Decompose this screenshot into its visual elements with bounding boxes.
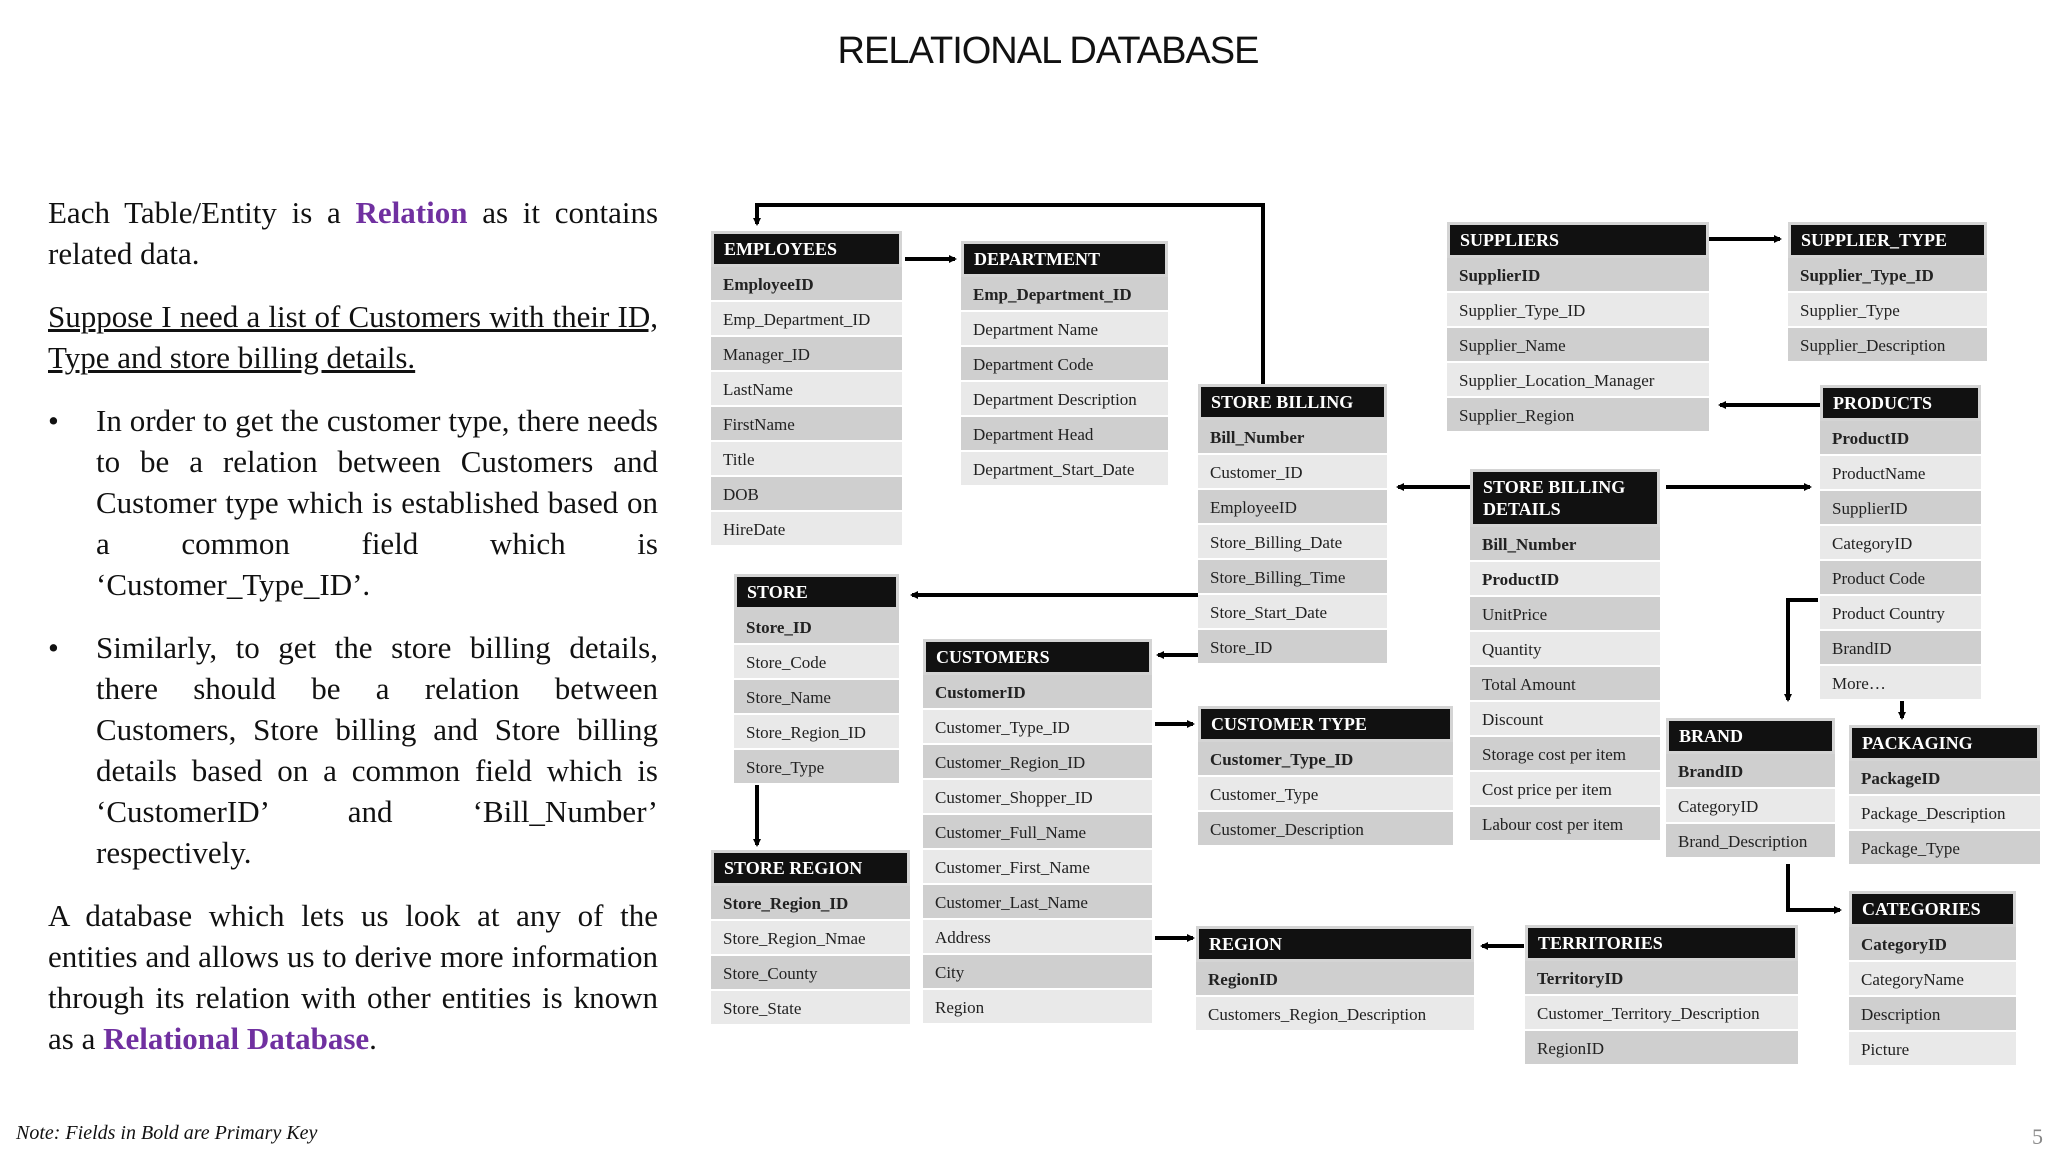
table-field: Customer_ID [1198, 455, 1387, 490]
table-header [1470, 469, 1660, 527]
table-field: Supplier_Name [1447, 328, 1709, 363]
table-field: Description [1849, 997, 2016, 1032]
primary-key-note: Note: Fields in Bold are Primary Key [16, 1122, 318, 1144]
table-field: Package_Type [1849, 831, 2040, 866]
table-field: Store_State [711, 991, 910, 1026]
table-field: Total Amount [1470, 667, 1660, 702]
table-field: Store_Name [734, 680, 899, 715]
table-field: Store_Billing_Time [1198, 560, 1387, 595]
bullet-text: Similarly, to get the store billing details, there should be a relation between Customers, Store billing and Store billing details based on a common field which is ‘CustomerID’ and ‘Bill_Number’ respectively. [96, 630, 658, 870]
table-field: Department Head [961, 417, 1168, 452]
table-field: Emp_Department_ID [961, 277, 1168, 312]
table-header: CATEGORIES [1849, 891, 2016, 927]
bullet-text: In order to get the customer type, there needs to be a relation between Customers and Customer type which is established based on a common field which is ‘Customer_Type_ID’. [96, 403, 658, 602]
table-field: Department Name [961, 312, 1168, 347]
table-field: Customer_Territory_Description [1525, 996, 1798, 1031]
page-number: 5 [2032, 1124, 2043, 1149]
table-field: Bill_Number [1198, 420, 1387, 455]
table-field: Customer_Type_ID [1198, 742, 1453, 777]
table-field: EmployeeID [711, 267, 902, 302]
table-field: Product Country [1820, 596, 1981, 631]
table-packaging [1849, 725, 2040, 866]
paragraph-definition [48, 895, 658, 1059]
table-field: Customer_Description [1198, 812, 1453, 847]
table-field: Store_Region_ID [711, 886, 910, 921]
table-field: ProductID [1820, 421, 1981, 456]
table-field: Brand_Description [1666, 824, 1835, 859]
table-field: Picture [1849, 1032, 2016, 1067]
table-header: STORE BILLING [1198, 384, 1387, 420]
table-field: PackageID [1849, 761, 2040, 796]
table-header: EMPLOYEES [711, 231, 902, 267]
table-field: HireDate [711, 512, 902, 547]
table-store [734, 574, 899, 785]
table-supplier-type [1788, 222, 1987, 363]
paragraph-example: Suppose I need a list of Customers with their ID, Type and store billing details. [48, 299, 658, 375]
table-customer-type [1198, 706, 1453, 847]
table-field: Department_Start_Date [961, 452, 1168, 487]
table-field: Customers_Region_Description [1196, 997, 1474, 1032]
table-field: UnitPrice [1470, 597, 1660, 632]
table-field: Customer_Full_Name [923, 815, 1152, 850]
table-field: CategoryID [1849, 927, 2016, 962]
table-field: Store_ID [1198, 630, 1387, 665]
table-header: STORE REGION [711, 850, 910, 886]
table-field: RegionID [1196, 962, 1474, 997]
table-customers [923, 639, 1152, 1025]
table-field: Quantity [1470, 632, 1660, 667]
table-field: Customer_Shopper_ID [923, 780, 1152, 815]
bullet-item [48, 627, 658, 873]
table-territories [1525, 925, 1798, 1066]
table-employees [711, 231, 902, 547]
table-field: ProductID [1470, 562, 1660, 597]
table-field: Supplier_Location_Manager [1447, 363, 1709, 398]
table-field: Store_Start_Date [1198, 595, 1387, 630]
table-field: Store_Region_Nmae [711, 921, 910, 956]
table-field: ProductName [1820, 456, 1981, 491]
bullet-icon: • [48, 403, 59, 438]
table-suppliers [1447, 222, 1709, 433]
table-field: EmployeeID [1198, 490, 1387, 525]
page-title: RELATIONAL DATABASE [837, 30, 1259, 72]
table-field: Customer_Region_ID [923, 745, 1152, 780]
table-field: Customer_Type_ID [923, 710, 1152, 745]
table-header: TERRITORIES [1525, 925, 1798, 961]
table-field: CustomerID [923, 675, 1152, 710]
relational-database-keyword: Relational Database [103, 1021, 370, 1056]
table-header: STORE [734, 574, 899, 610]
table-field: Store_County [711, 956, 910, 991]
arrow-brand-to-categories [1788, 864, 1840, 910]
table-field: Discount [1470, 702, 1660, 737]
table-field: Manager_ID [711, 337, 902, 372]
table-field: Store_Code [734, 645, 899, 680]
table-store-billing-details [1470, 469, 1660, 842]
table-field: Supplier_Type_ID [1788, 258, 1987, 293]
bullet-item [48, 400, 658, 605]
table-field: CategoryID [1666, 789, 1835, 824]
table-field: TerritoryID [1525, 961, 1798, 996]
paragraph-text: Each Table/Entity is a [48, 195, 356, 230]
table-field: More… [1820, 666, 1981, 701]
table-header: BRAND [1666, 718, 1835, 754]
table-field: Department Code [961, 347, 1168, 382]
table-field: SupplierID [1820, 491, 1981, 526]
table-region [1196, 926, 1474, 1032]
table-header: CUSTOMERS [923, 639, 1152, 675]
table-store-region [711, 850, 910, 1026]
table-brand [1666, 718, 1835, 859]
table-field: DOB [711, 477, 902, 512]
table-field: Supplier_Region [1447, 398, 1709, 433]
table-field: Store_Billing_Date [1198, 525, 1387, 560]
table-field: Customer_Type [1198, 777, 1453, 812]
table-field: Store_Type [734, 750, 899, 785]
table-header: DEPARTMENT [961, 241, 1168, 277]
paragraph-text: as it contains related data. [48, 195, 659, 271]
table-field: Title [711, 442, 902, 477]
table-field: Customer_First_Name [923, 850, 1152, 885]
table-field: RegionID [1525, 1031, 1798, 1066]
table-field: Supplier_Type_ID [1447, 293, 1709, 328]
table-field: Emp_Department_ID [711, 302, 902, 337]
table-header: REGION [1196, 926, 1474, 962]
table-field: Store_ID [734, 610, 899, 645]
table-field: Cost price per item [1470, 772, 1660, 807]
bullet-icon: • [48, 630, 59, 665]
explanation-text [48, 192, 658, 1081]
table-header-line: DETAILS [1483, 499, 1561, 519]
table-header: PRODUCTS [1820, 385, 1981, 421]
table-categories [1849, 891, 2016, 1067]
table-products [1820, 385, 1981, 701]
table-header: SUPPLIER_TYPE [1788, 222, 1987, 258]
table-field: Customer_Last_Name [923, 885, 1152, 920]
paragraph-relation [48, 192, 658, 274]
paragraph-text: . [369, 1021, 377, 1056]
table-field: Address [923, 920, 1152, 955]
table-field: Bill_Number [1470, 527, 1660, 562]
table-field: Product Code [1820, 561, 1981, 596]
table-store-billing [1198, 384, 1387, 665]
table-header: SUPPLIERS [1447, 222, 1709, 258]
table-field: CategoryName [1849, 962, 2016, 997]
table-header: CUSTOMER TYPE [1198, 706, 1453, 742]
table-field: Supplier_Description [1788, 328, 1987, 363]
relation-keyword: Relation [355, 195, 468, 230]
table-field: Region [923, 990, 1152, 1025]
paragraph-text: A database which lets us look at any of the entities and allows us to derive more information through its relation with other entities is known as a [48, 898, 658, 1056]
table-field: Supplier_Type [1788, 293, 1987, 328]
table-field: City [923, 955, 1152, 990]
table-field: Department Description [961, 382, 1168, 417]
table-header: PACKAGING [1849, 725, 2040, 761]
table-field: BrandID [1820, 631, 1981, 666]
table-field: Labour cost per item [1470, 807, 1660, 842]
table-field: Package_Description [1849, 796, 2040, 831]
table-field: CategoryID [1820, 526, 1981, 561]
arrow-products-to-brand [1788, 600, 1818, 700]
bullet-list [48, 400, 658, 873]
table-field: BrandID [1666, 754, 1835, 789]
table-field: LastName [711, 372, 902, 407]
table-header-line: STORE BILLING [1483, 477, 1626, 497]
table-department [961, 241, 1168, 487]
table-field: SupplierID [1447, 258, 1709, 293]
table-field: Store_Region_ID [734, 715, 899, 750]
table-field: FirstName [711, 407, 902, 442]
table-field: Storage cost per item [1470, 737, 1660, 772]
